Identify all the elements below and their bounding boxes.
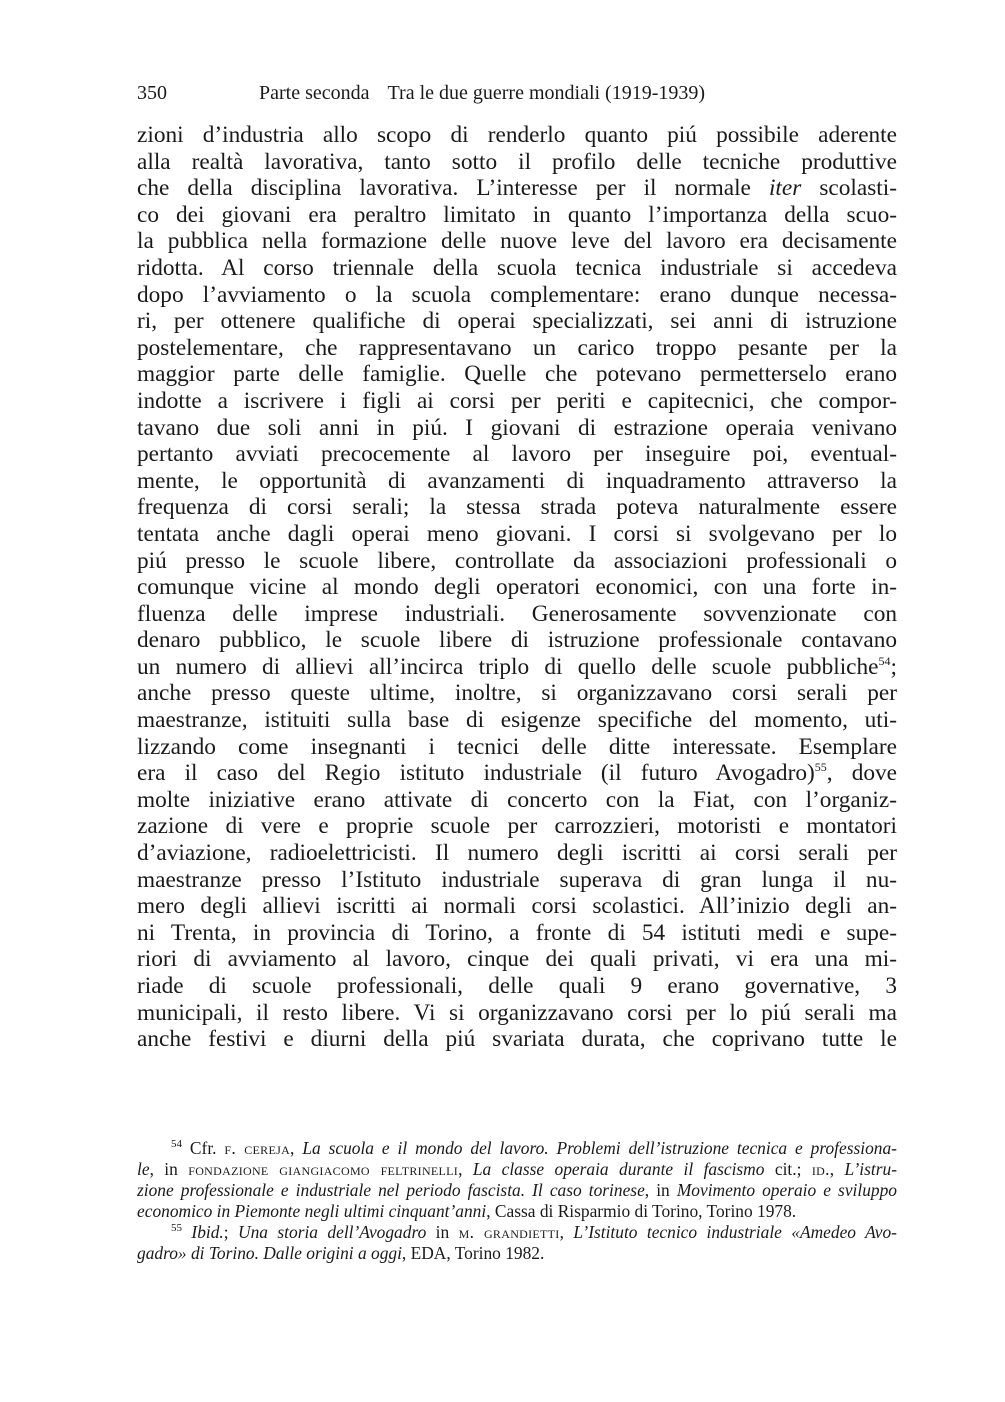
header-section-title: Tra le due guerre mondiali (1919-1939) [387,82,706,104]
text-line: la pubblica nella formazione delle nuove leve del lavoro era decisamente [137,228,897,255]
footnote-number: 54 [171,1138,182,1150]
italic-term: iter [768,175,802,202]
text-line: lizzando come insegnanti i tecnici delle ditte interessate. Esemplare [137,733,897,760]
text-line: pertanto avviati precocemente al lavoro per inseguire poi, eventual- [137,441,897,468]
text-line: anche festivi e diurni della piú svariata durata, che coprivano tutte le [137,1026,897,1053]
text-line: un numero di allievi all’incirca triplo di quello delle scuole pubbliche$^{54}$; [137,653,897,680]
text-line: zioni d’industria allo scopo di renderlo quanto piú possibile aderente [137,122,897,148]
text-line: fluenza delle imprese industriali. Generosamente sovvenzionate con [137,600,897,627]
text-line: denaro pubblico, le scuole libere di istruzione professionale contavano [137,627,897,654]
footnote-ref-54[interactable]: 54 [878,653,891,668]
text-line: mente, le opportunità di avanzamenti di inquadramento attraverso la [137,467,897,494]
text-line: riori di avviamento al lavoro, cinque dei quali privati, vi era una mi- [137,946,897,973]
text-line: anche presso queste ultime, inoltre, si organizzavano corsi serali per [137,680,897,707]
footnote-line: gadro» di Torino. Dalle origini a oggi, EDA, Torino 1982. [137,1243,545,1263]
text-line: d’aviazione, radioelettricisti. Il numero degli iscritti ai corsi serali per [137,840,897,867]
text-line: comunque vicine al mondo degli operatori economici, con una forte in- [137,574,897,601]
text-line: indotte a iscrivere i figli ai corsi per periti e capitecnici, che compor- [137,387,897,414]
work-title: La scuola e il mondo del lavoro. Problemi dell’istruzione tecnica e professiona- [302,1138,897,1158]
author-name: m. grandietti [458,1222,560,1242]
footnote-number: 55 [171,1222,182,1234]
text-line: piú presso le scuole libere, controllate da associazioni professionali o [137,547,897,574]
text-line: riade di scuole professionali, delle quali 9 erano governative, 3 [137,973,897,999]
text-line: postelementare, che rappresentavano un carico troppo pesante per la [137,334,897,361]
text-line: maestranze presso l’Istituto industriale superava di gran lunga il nu- [137,866,897,893]
text-line: ridotta. Al corso triennale della scuola tecnica industriale si accedeva [137,254,897,281]
footnote-54: $^{54}$ Cfr. f. cereja, La scuola e il mondo del lavoro. Problemi dell’istruzione tecnica e professiona- [171,1138,897,1158]
header-part: Parte seconda [259,82,370,104]
publisher-name: fondazione giangiacomo feltrinelli [188,1159,459,1179]
footnote-55: $^{55}$ Ibid.; Una storia dell’Avogadro in m. grandietti, L’Istituto tecnico industriale «Amedeo Avo- [171,1222,897,1242]
text-line: ni Trenta, in provincia di Torino, a fronte di 54 istituti medi e supe- [137,919,897,946]
text-line: era il caso del Regio istituto industriale (il futuro Avogadro)$^{55}$, dove [137,760,897,787]
text-line: tentata anche dagli operai meno giovani. I corsi si svolgevano per lo [137,520,897,547]
footnote-line: le, in fondazione giangiacomo feltrinelli, La classe operaia durante il fascismo cit.; id., L’istru- [137,1159,897,1179]
text-line: alla realtà lavorativa, tanto sotto il profilo delle tecniche produttive [137,148,897,175]
text-line: co dei giovani era peraltro limitato in quanto l’importanza della scuo- [137,201,897,228]
text-line: zazione di vere e proprie scuole per carrozzieri, motoristi e montatori [137,813,897,840]
footnote-ref-55[interactable]: 55 [814,760,827,775]
work-title: Una storia dell’Avogadro [238,1222,427,1242]
text-line: maggior parte delle famiglie. Quelle che potevano permetterselo erano [137,361,897,388]
text-line: molte iniziative erano attivate di concerto con la Fiat, con l’organiz- [137,786,897,813]
text-line: tavano due soli anni in piú. I giovani di estrazione operaia venivano [137,414,897,441]
text-line: mero degli allievi iscritti ai normali corsi scolastici. All’inizio degli an- [137,893,897,920]
footnotes [137,1138,897,1264]
author-name: f. cereja [224,1138,291,1158]
text-line: maestranze, istituiti sulla base di esigenze specifiche del momento, uti- [137,707,897,734]
running-header [137,80,897,106]
text-line: che della disciplina lavorativa. L’interesse per il normale iter scolasti- [137,175,898,202]
footnote-line: economico in Piemonte negli ultimi cinquant’anni, Cassa di Risparmio di Torino, Torino 1978. [137,1201,797,1221]
text-line: dopo l’avviamento o la scuola complementare: erano dunque necessa- [137,281,897,308]
text-line: municipali, il resto libere. Vi si organizzavano corsi per lo piú serali ma [137,999,897,1026]
footnote-line: zione professionale e industriale nel periodo fascista. Il caso torinese, in Movimento operaio e sviluppo [137,1180,897,1200]
main-text [137,122,897,1053]
page-number: 350 [137,82,167,104]
text-line: frequenza di corsi serali; la stessa strada poteva naturalmente essere [137,494,897,521]
text-line: ri, per ottenere qualifiche di operai specializzati, sei anni di istruzione [137,308,897,335]
